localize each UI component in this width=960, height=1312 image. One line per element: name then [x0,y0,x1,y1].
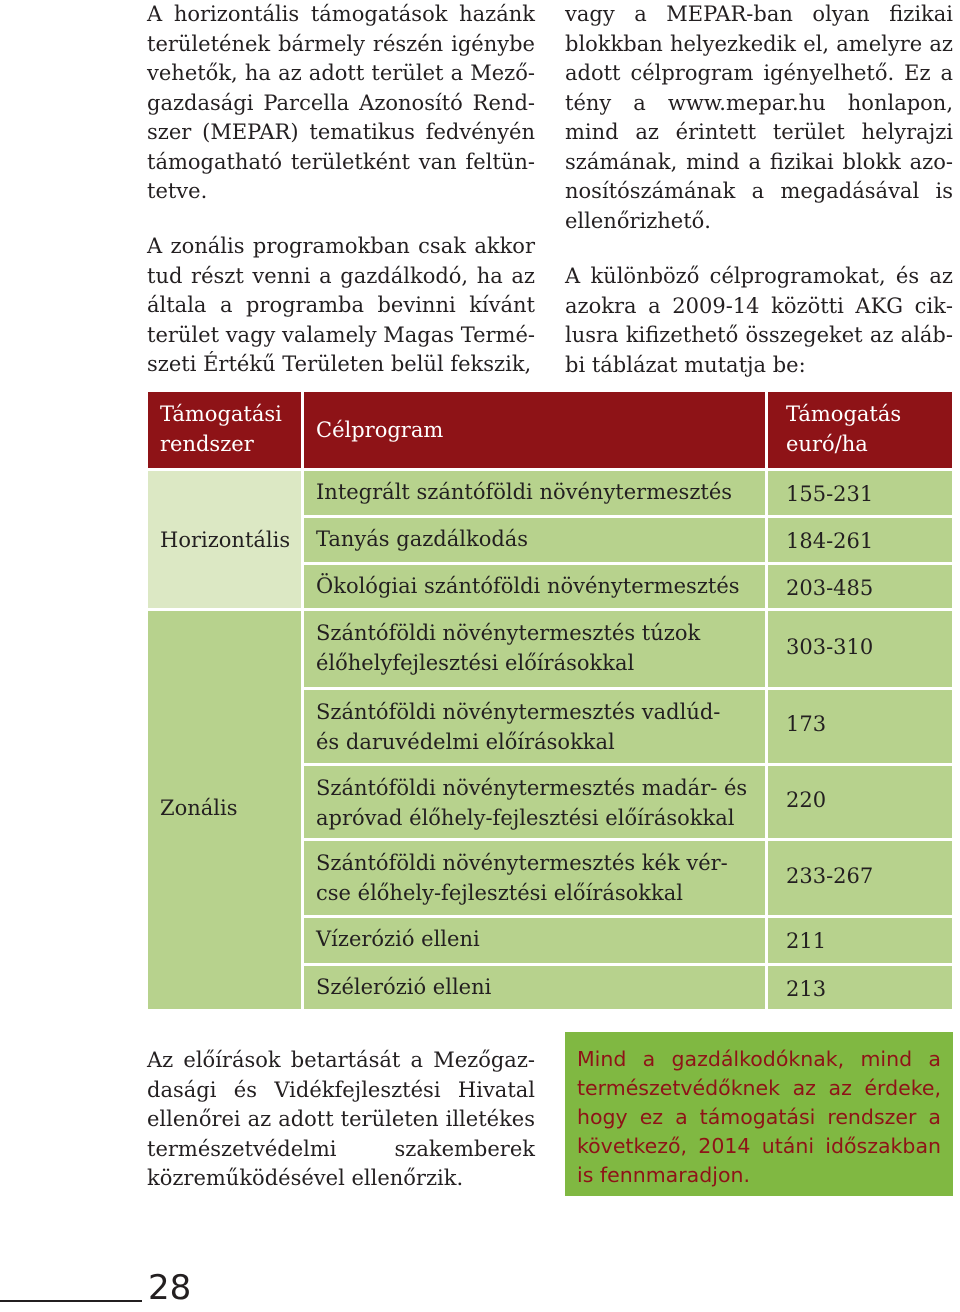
body-paragraph-4: A különböző célprogramokat, és az azokra a 2009-14 közötti AKG ciklusra kifizethető összegeket az alábbi táblázat mutatja be: [565,264,953,377]
body-paragraph-2: A zonális programokban csak akkor tud részt venni a gazdálkodó, ha az általa a programba bevinni kívánt terület vagy valamely Magas Természeti Értékű Területen belül fekszik, [147,234,536,376]
group-zonal-label: Zonális [160,796,238,820]
table-row-program: Integrált szántóföldi növénytermesztés [304,471,765,515]
table-row-amount: 233-267 [768,841,952,915]
table-row-program: Ökológiai szántóföldi növénytermesztés [304,565,765,608]
table-row-program: Szélerózió elleni [304,966,765,1009]
group-horizontal-label: Horizontális [160,528,291,552]
table-row-amount: 203-485 [768,565,952,608]
table-row-program: Szántóföldi növénytermesztés túzok élőhelyfejlesztési előírásokkal [304,611,765,687]
highlight-callout: Mind a gazdálkodóknak, mind a természetvédőknek az az érdeke, hogy ez a támogatási rendszer a következő, 2014 utáni időszakban is fennmaradjon. [565,1032,953,1196]
page-number-rule [0,1300,142,1302]
body-paragraph-3: vagy a MEPAR-ban olyan fizikai blokkban helyezkedik el, amelyre az adott célprogram igényelhető. Ez a tény a www.mepar.hu honlapon, mind az érintett terület helyrajzi számának, mind a fizikai blokk azonosítószámának a megadásával is ellenőrizhető. [565,2,953,233]
table-row-amount: 213 [768,966,952,1009]
header-amount: Támogatás euró/ha [768,392,952,468]
table-row-amount: 155-231 [768,471,952,515]
table-row-program: Szántóföldi növénytermesztés kék vér- cse élőhely-fejlesztési előírásokkal [304,841,765,915]
table-row-amount: 211 [768,918,952,963]
table-row-program: Vízerózió elleni [304,918,765,963]
table-row-amount: 220 [768,766,952,838]
body-paragraph-5: Az előírások betartását a Mezőgazdasági és Vidékfejlesztési Hivatal ellenőrei az adott területen illetékes természetvédelmi szakemberek közreműködésével ellenőrzik. [147,1048,535,1190]
table-row-program: Szántóföldi növénytermesztés vadlúd- és daruvédelmi előírásokkal [304,690,765,763]
table-row-program: Tanyás gazdálkodás [304,518,765,562]
header-system: Támogatási rendszer [148,392,301,468]
table-row-program: Szántóföldi növénytermesztés madár- és apróvad élőhely-fejlesztési előírásokkal [304,766,765,838]
body-paragraph-1: A horizontális támogatások hazánk területének bármely részén igénybe vehetők, ha az adott terület a Mezőgazdasági Parcella Azonosító Rendszer (MEPAR) tematikus fedvényén támogatható területként van feltüntetve. [147,2,535,203]
header-program: Célprogram [304,392,765,468]
page-number: 28 [148,1268,192,1308]
table-row-amount: 303-310 [768,611,952,687]
table-row-amount: 184-261 [768,518,952,562]
table-row-amount: 173 [768,690,952,763]
